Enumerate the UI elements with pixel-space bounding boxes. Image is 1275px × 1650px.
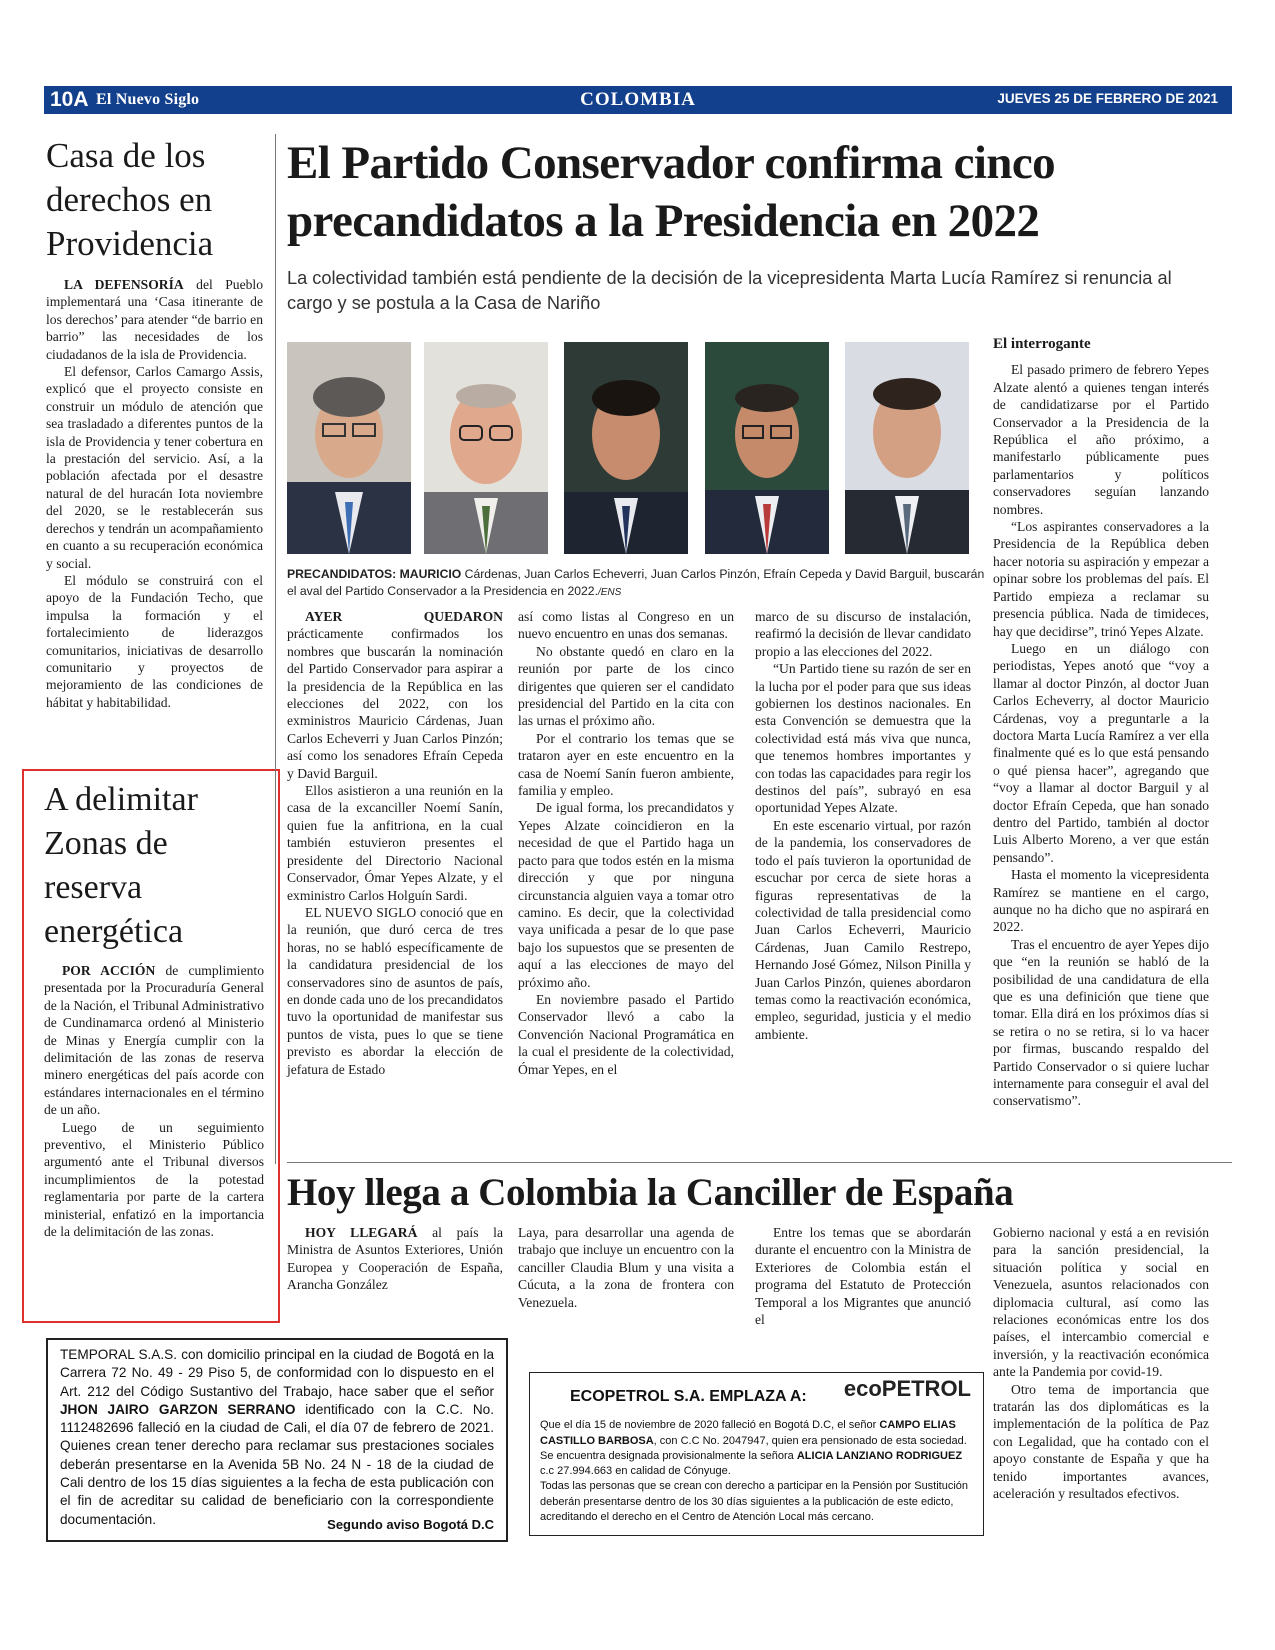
column-divider [275, 134, 276, 1164]
section-divider [287, 1162, 1232, 1163]
legal-notice-temporal [46, 1338, 508, 1542]
main-col4-p2: “Los aspirantes conservadores a la Presidencia de la República deben hacer notoria su aspiración y empezar a opinar sobre los problemas del país. El Partido empieza a reclamar su presencia pública. Nada de timideces, hay que decidirse”, trinó Yepes Alzate. [993, 519, 1209, 639]
main-col4-p3: Luego en un diálogo con periodistas, Yepes anotó que “voy a llamar al doctor Pinzón, al doctor Juan Carlos Echeverry, al doctor Mauricio Cárdenas, voy a preguntarle a la doctora Marta Lucía Ramírez a ver ella finalmente qué es lo que está pensando o qué piensa hacer”, agregando que “voy a llamar al doctor Barguil y al doctor Efraín Cepeda, que han sonado dentro del Partido, también al doctor Luis Alberto Moreno, a ver que están pensando”. [993, 640, 1209, 865]
section-name: COLOMBIA [580, 89, 696, 110]
main-col1-p1: prácticamente confirmados los nombres que buscarán la nominación del Partido Conservador para aspirar a la presidencia de la República en las elecciones del 2022, con los exministros Mauricio Cárdenas, Juan Carlos Echeverri y Juan Carlos Pinzón; así como los senadores Efraín Cepeda y David Barguil. [287, 626, 503, 781]
side-article-1-body [46, 276, 263, 711]
notice2-title: ECOPETROL S.A. EMPLAZA A: [570, 1388, 807, 1405]
second-col3-text: Entre los temas que se abordarán durante el encuentro con la Ministra de Exteriores de Colombia están el programa del Estatuto de Protección Temporal a los Migrantes que anunció el [755, 1225, 971, 1328]
photo-juan-carlos-pinzon [564, 342, 688, 554]
photo-juan-carlos-echeverri [424, 342, 548, 554]
main-column-3 [755, 608, 971, 1043]
newspaper-name: El Nuevo Siglo [96, 91, 200, 108]
notice1-text-2: identificado con la C.C. No. 1112482696 falleció en la ciudad de Cali, el día 07 de febrero de 2021. Quienes crean tener derecho para reclamar sus prestaciones sociales deberán presentarse en la Avenida 5B No. 24 N - 18 de la ciudad de Cali dentro de los 15 días siguientes a la fecha de esta publicación con el fin de acreditar su calidad de beneficiario con la correspondiente documentación. [60, 1401, 494, 1527]
side-article-2-body [44, 962, 264, 1241]
main-col1-p2: Ellos asistieron a una reunión en la casa de la excanciller Noemí Sanín, quien fue la anfitriona, en la cual también estuvieron presentes el presidente del Directorio Nacional Conservador, Ómar Yepes Alzate, y el exministro Carlos Holguín Sardi. [287, 783, 503, 903]
main-col1-p3: EL NUEVO SIGLO conoció que en la reunión, que duró cerca de tres horas, no se habló específicamente de la candidatura presidencial de los conservadores sino de asuntos de país, en donde cada uno de los precandidatos tuvo la oportunidad de manifestar sus puntos de vista, pues lo que se tiene previsto es abordar la elección de jefatura de Estado [287, 904, 503, 1077]
side-article-1-lead: LA DEFENSORÍA [64, 277, 184, 292]
main-headline: El Partido Conservador confirma cinco precandidatos a la Presidencia en 2022 [287, 137, 1056, 247]
caption-credit: /ENS [597, 587, 622, 598]
photo-efrain-cepeda [705, 342, 829, 554]
issue-date: JUEVES 25 DE FEBRERO DE 2021 [997, 91, 1218, 106]
notice2-name-1: CAMPO ELIAS CASTILLO BARBOSA [540, 1419, 956, 1447]
notice2-para-2 [540, 1449, 973, 1480]
side-article-1-title: Casa de los derechos en Providencia [46, 136, 214, 263]
notice2-name-2: ALICIA LANZIANO RODRIGUEZ [796, 1449, 963, 1462]
second-column-1 [287, 1224, 503, 1294]
notice1-text-1: TEMPORAL S.A.S. con domicilio principal en la ciudad de Bogotá en la Carrera 72 No. 49 - 29 Piso 5, de conformidad con lo dispuesto en el Art. 212 del Código Sustantivo del Trabajo, hace saber que el señor [60, 1347, 494, 1399]
main-col2-p3: Por el contrario los temas que se trataron ayer en este encuentro en la casa de Noemí Sanín fueron ambiente, familia y empleo. [518, 730, 734, 799]
photo-david-barguil [845, 342, 969, 554]
side-article-1-p3: El módulo se construirá con el apoyo de la Fundación Techo, que impulsa la formación y el fortalecimiento de liderazgos comunitarios, iniciativas de desarrollo comunitario y proyectos de mejoramiento de las condiciones de hábitat y habitabilidad. [46, 572, 263, 710]
main-subtitle: La colectividad también está pendiente de la decisión de la vicepresidenta Marta Lucía Ramírez si renuncia al cargo y se postula a la Casa de Nariño [287, 268, 1172, 313]
main-col4-p1: El pasado primero de febrero Yepes Alzate alentó a quienes tengan interés de candidatizarse por el Partido Conservador a la Presidencia de la República el año próximo, a manifestarlo públicamente pues parlamentarios y políticos conservadores seguían lanzando nombres. [993, 362, 1209, 517]
notice2-text-3: Se encuentra designada provisionalmente la señora [540, 1449, 797, 1462]
main-col2-p1: así como listas al Congreso en un nuevo encuentro en unas dos semanas. [518, 609, 734, 642]
main-col3-p2: “Un Partido tiene su razón de ser en la lucha por el poder para que sus ideas gobiernen los destinos nacionales. En esta Convención se demuestra que la colectividad está más viva que nunca, que tenemos hombres importantes y con todas las capacidades para regir los destinos del país”, subrayó en esa oportunidad Yepes Alzate. [755, 661, 971, 816]
second-lead: HOY LLEGARÁ [305, 1225, 418, 1240]
side-article-2-lead: POR ACCIÓN [62, 963, 156, 978]
page-number: 10A [50, 88, 89, 111]
legal-notice-ecopetrol [529, 1372, 984, 1536]
second-col4-p2: Otro tema de importancia que tratarán las dos diplomáticas es la implementación de la política de Paz con Legalidad, que ha contado con el apoyo constante de España y que ha tenido importantes avances, aceleración y resultados efectivos. [993, 1381, 1209, 1502]
main-col4-p5: Tras el encuentro de ayer Yepes dijo que “en la reunión se habló de la posibilidad de una candidatura de ella que es una definición que tiene que tomar. Ella dirá en los próximos días si se retira o no se retira, si lo va hacer por firmas, buscando respaldo del Partido Conservador o si quiere luchar internamente para conseguir el aval del conservatismo”. [993, 936, 1209, 1109]
second-column-4 [993, 1224, 1209, 1503]
side-article-1-p2: El defensor, Carlos Camargo Assis, explicó que el proyecto consiste en construir un módulo de atención que sea trasladado a diferentes puntos de la isla de Providencia y tener cobertura en la prestación del servicio. Así, a la población afectada por el desastre natural de del huracán Iota noviembre del 2020, se le restablecerán sus derechos y tendrán un acompañamiento en cuanto a su recuperación económica y social. [46, 364, 263, 571]
caption-text: Cárdenas, Juan Carlos Echeverri, Juan Carlos Pinzón, Efraín Cepeda y David Barguil, buscarán el aval del Partido Conservador a la Presidencia en 2022. [287, 567, 985, 598]
main-col3-p1: marco de su discurso de instalación, reafirmó la decisión de llevar candidato propio a las elecciones del 2022. [755, 609, 971, 659]
main-lead: AYER QUEDARON [305, 609, 503, 624]
second-column-3 [755, 1224, 971, 1328]
notice2-para-3: Todas las personas que se crean con derecho a participar en la Pensión por Sustitución deberán presentarse dentro de los 30 días siguientes a la publicación de este edicto, acreditando el derecho en el Centro de Atención Local más cercano. [540, 1480, 969, 1524]
main-column-1 [287, 608, 503, 1078]
second-col1-text: al país la Ministra de Asuntos Exteriores, Unión Europea y Cooperación de España, Arancha González [287, 1225, 503, 1293]
second-col4-p1: Gobierno nacional y está a en revisión para la sanción presidencial, la situación política y social en Venezuela, asuntos relacionados con diplomacia cultural, así como las relaciones económicas entre los dos países, el intercambio comercial e inversión, y la reactivación económica ante la Pandemia por covid-19. [993, 1225, 1209, 1380]
notice1-footer: Segundo aviso Bogotá D.C [327, 1516, 494, 1532]
side-article-2-title: A delimitar Zonas de reserva energética [44, 781, 198, 950]
crosshead-el-interrogante: El interrogante [993, 336, 1091, 352]
photo-mauricio-cardenas [287, 342, 411, 554]
main-col2-p4: De igual forma, los precandidatos y Yepes Alzate coincidieron en la necesidad de que el Partido haga un pacto para que todos estén en la misma dirección y que por ninguna circunstancia alguien vaya a tomar otro camino. Es decir, que la colectividad vaya unificada a pesar de lo que pase bajo los supuestos que se presenten de aquí a las elecciones de mayo del próximo año. [518, 800, 734, 990]
notice2-para-1 [540, 1418, 973, 1449]
photo-caption [287, 566, 987, 601]
second-headline: Hoy llega a Colombia la Canciller de España [287, 1171, 1014, 1214]
notice2-text-1: Que el día 15 de noviembre de 2020 falleció en Bogotá D.C, el señor [540, 1419, 880, 1432]
notice2-text-4: c.c 27.994.663 en calidad de Cónyuge. [540, 1465, 731, 1478]
notice1-name: JHON JAIRO GARZON SERRANO [60, 1401, 296, 1417]
main-column-4 [993, 336, 1209, 1110]
main-col2-p2: No obstante quedó en claro en la reunión por parte de los cinco dirigentes que quieren ser el candidato presidencial del Partido en la cita con las urnas el próximo año. [518, 643, 734, 729]
side-article-1-p1: del Pueblo implementará una ‘Casa itinerante de los derechos’ para atender “de barrio en barrio” las necesidades de los ciudadanos de la isla de Providencia. [46, 277, 263, 362]
second-col2-text: Laya, para desarrollar una agenda de trabajo que incluye un encuentro con la canciller Claudia Blum y una visita a Cúcuta, a la zona de frontera con Venezuela. [518, 1225, 734, 1310]
ecopetrol-logo: ecoPETROL [843, 1376, 971, 1401]
second-column-2 [518, 1224, 734, 1311]
notice2-text-2: , con C.C No. 2047947, quien era pensionado de esta sociedad. [653, 1434, 967, 1447]
page-header-bar [44, 86, 1232, 114]
main-col2-p5: En noviembre pasado el Partido Conservador llevó a cabo la Convención Nacional Programática en la cual el presidente de la colectividad, Ómar Yepes, en el [518, 991, 734, 1077]
main-col4-p4: Hasta el momento la vicepresidenta Ramírez se mantiene en el cargo, aunque no ha dicho que no aspirará en 2022. [993, 867, 1209, 935]
main-column-2 [518, 608, 734, 1078]
side-article-2-p2: Luego de un seguimiento preventivo, el Ministerio Público argumentó ante el Tribunal diversos incumplimientos de la potestad reglamentaria por parte de la cartera ministerial, enfatizó en la importancia de la delimitación de las zonas. [44, 1119, 264, 1240]
side-article-2-p1: de cumplimiento presentada por la Procuraduría General de la Nación, el Tribunal Administrativo de Cundinamarca ordenó al Ministerio de Minas y Energía cumplir con la delimitación de las zonas de reserva minero energéticas del país acorde con estándares internacionales en el término de un año. [44, 963, 264, 1118]
caption-lead: PRECANDIDATOS: MAURICIO [287, 567, 462, 581]
main-col3-p3: En este escenario virtual, por razón de la pandemia, los conservadores de todo el país tuvieron la oportunidad de escuchar por cerca de siete horas a figuras representativas de la colectividad de talla presidencial como Juan Carlos Echeverri, Mauricio Cárdenas, Juan Camilo Restrepo, Hernando José Gómez, Nilson Pinilla y Juan Carlos Pinzón, quienes abordaron temas como la reactivación económica, empleo, seguridad, justicia y el medio ambiente. [755, 817, 971, 1042]
